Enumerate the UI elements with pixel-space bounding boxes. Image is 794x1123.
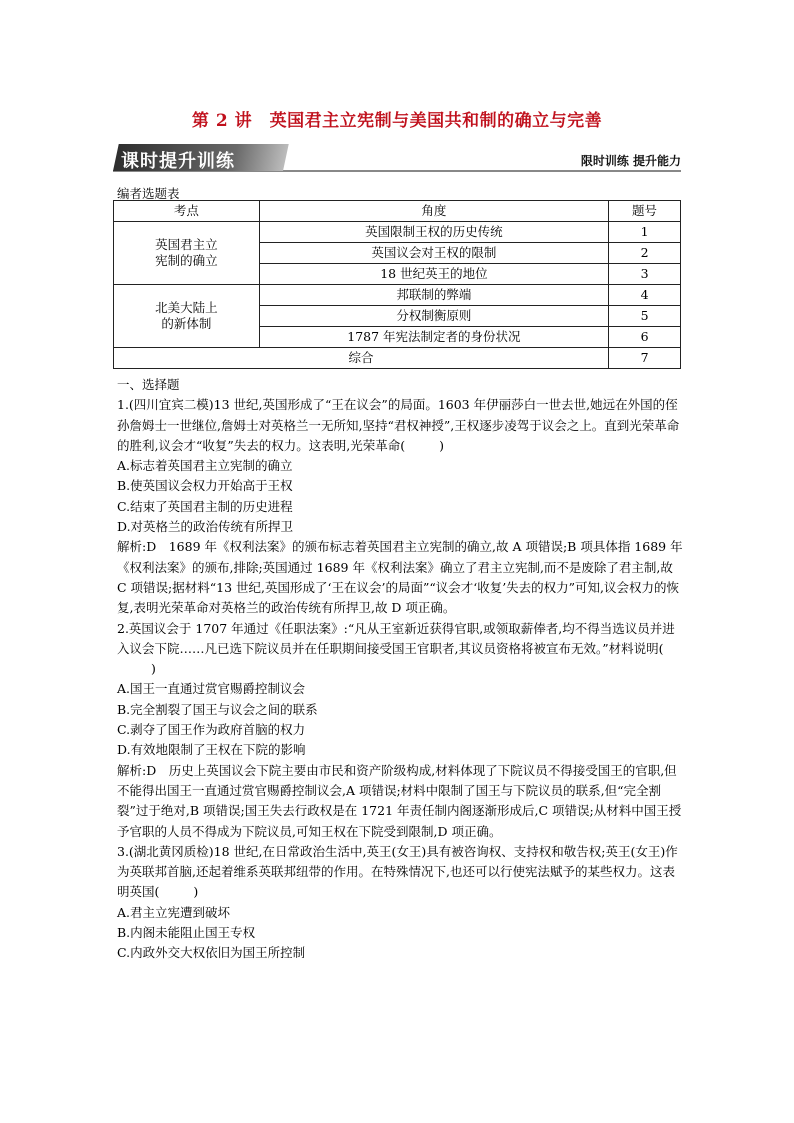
- table-row: [114, 222, 681, 243]
- angle-cell: 邦联制的弊端: [259, 285, 608, 306]
- angle-cell: 18 世纪英王的地位: [259, 264, 608, 285]
- q1-option-c: C.结束了英国君主制的历史进程: [117, 498, 293, 514]
- header-number: 题号: [609, 201, 681, 222]
- question-3-stem: 3.(湖北黄冈质检)18 世纪,在日常政治生活中,英王(女王)具有被咨询权、支持权和敬告权;英王(女王)作为英联邦首脑,还起着维系英联邦纽带的作用。在特殊情况下,也还可以行使宪法赋予的某些权力。这表明英国( ): [117, 843, 678, 900]
- q3-option-c: C.内政外交大权依旧为国王所控制: [117, 945, 306, 961]
- q2-option-c: C.剥夺了国王作为政府首脑的权力: [117, 722, 306, 738]
- angle-cell: 英国议会对王权的限制: [259, 243, 608, 264]
- summary-number: 7: [609, 348, 681, 369]
- q2-option-a: A.国王一直通过赏官赐爵控制议会: [117, 681, 306, 697]
- q1-option-d: D.对英格兰的政治传统有所捍卫: [117, 519, 294, 535]
- number-cell: 1: [609, 222, 681, 243]
- number-cell: 5: [609, 306, 681, 327]
- topic-line: 宪制的确立: [155, 253, 218, 268]
- number-cell: 3: [609, 264, 681, 285]
- question-1-analysis: 解析:D 1689 年《权利法案》的颁布标志着英国君主立宪制的确立,故 A 项错误;B 项具体指 1689 年《权利法案》的颁布,排除;英国通过 1689 年《权利法案》确立了君主立宪制,而不是废除了君主制,故 C 项错误;据材料“13 世纪,英国形成了‘王在议会’的局面”“议会才‘收复’失去的权力”可知,议会权力的恢复,表明光荣革命对英格兰的政治传统有所捍卫,故 D 项正确。: [117, 539, 683, 616]
- q3-option-b: B.内阁未能阻止国王专权: [117, 925, 256, 941]
- q2-option-b: B.完全割裂了国王与议会之间的联系: [117, 701, 318, 717]
- q1-option-b: B.使英国议会权力开始高于王权: [117, 478, 293, 494]
- q2-option-d: D.有效地限制了王权在下院的影响: [117, 742, 306, 758]
- lesson-title: 第 2 讲 英国君主立宪制与美国共和制的确立与完善: [191, 111, 603, 131]
- question-2-stem: 2.英国议会于 1707 年通过《任职法案》:“凡从王室新近获得官职,或领取薪俸者,均不得当选议员并进入议会下院……凡已选下院议员并在任职期间接受国王官职者,其议员资格将被宣布无效。”材料说明(): [117, 620, 675, 677]
- question-2-analysis: 解析:D 历史上英国议会下院主要由市民和资产阶级构成,材料体现了下院议员不得接受国王的官职,但不能得出国王一直通过赏官赐爵控制议会,A 项错误;材料中限制了国王与下院议员的联系,但“完全割裂”过于绝对,B 项错误;国王失去行政权是在 1721 年责任制内阁逐渐形成后,C 项错误;从材料中国王授予官职的人员不得成为下院议员,可知王权在下院受到限制,D 项正确。: [117, 762, 682, 839]
- table-header-row: [114, 201, 681, 222]
- section-banner: [113, 144, 681, 174]
- q3-option-a: A.君主立宪遭到破坏: [117, 904, 231, 920]
- number-cell: 4: [609, 285, 681, 306]
- number-cell: 6: [609, 327, 681, 348]
- number-cell: 2: [609, 243, 681, 264]
- table-caption: 编者选题表: [117, 186, 180, 201]
- q1-option-a: A.标志着英国君主立宪制的确立: [117, 458, 293, 474]
- summary-label: 综合: [114, 348, 609, 369]
- question-1-stem: 1.(四川宜宾二模)13 世纪,英国形成了“王在议会”的局面。1603 年伊丽莎白一世去世,她远在外国的侄孙詹姆士一世继位,詹姆士对英格兰一无所知,坚持“君权神授”,王权逐步凌驾于议会之上。直到光荣革命的胜利,议会才“收复”失去的权力。这表明,光荣革命( ): [117, 397, 680, 453]
- banner-label: 课时提升训练: [121, 151, 235, 172]
- banner-slogan: 限时训练 提升能力: [580, 154, 681, 168]
- section-heading: 一、选择题: [117, 377, 180, 392]
- header-angle: 角度: [259, 201, 608, 222]
- angle-cell: 英国限制王权的历史传统: [259, 222, 608, 243]
- question-content: [117, 375, 683, 964]
- topic-line: 的新体制: [161, 316, 212, 331]
- topic-line: 北美大陆上: [155, 300, 218, 316]
- topic-cell-2: [114, 285, 260, 348]
- topic-cell-1: [114, 222, 260, 285]
- angle-cell: 1787 年宪法制定者的身份状况: [259, 327, 608, 348]
- header-topic: 考点: [114, 201, 260, 222]
- table-summary-row: [114, 348, 681, 369]
- topic-line: 英国君主立: [155, 237, 218, 253]
- table-row: [114, 285, 681, 306]
- topic-selection-table: [113, 200, 681, 369]
- angle-cell: 分权制衡原则: [259, 306, 608, 327]
